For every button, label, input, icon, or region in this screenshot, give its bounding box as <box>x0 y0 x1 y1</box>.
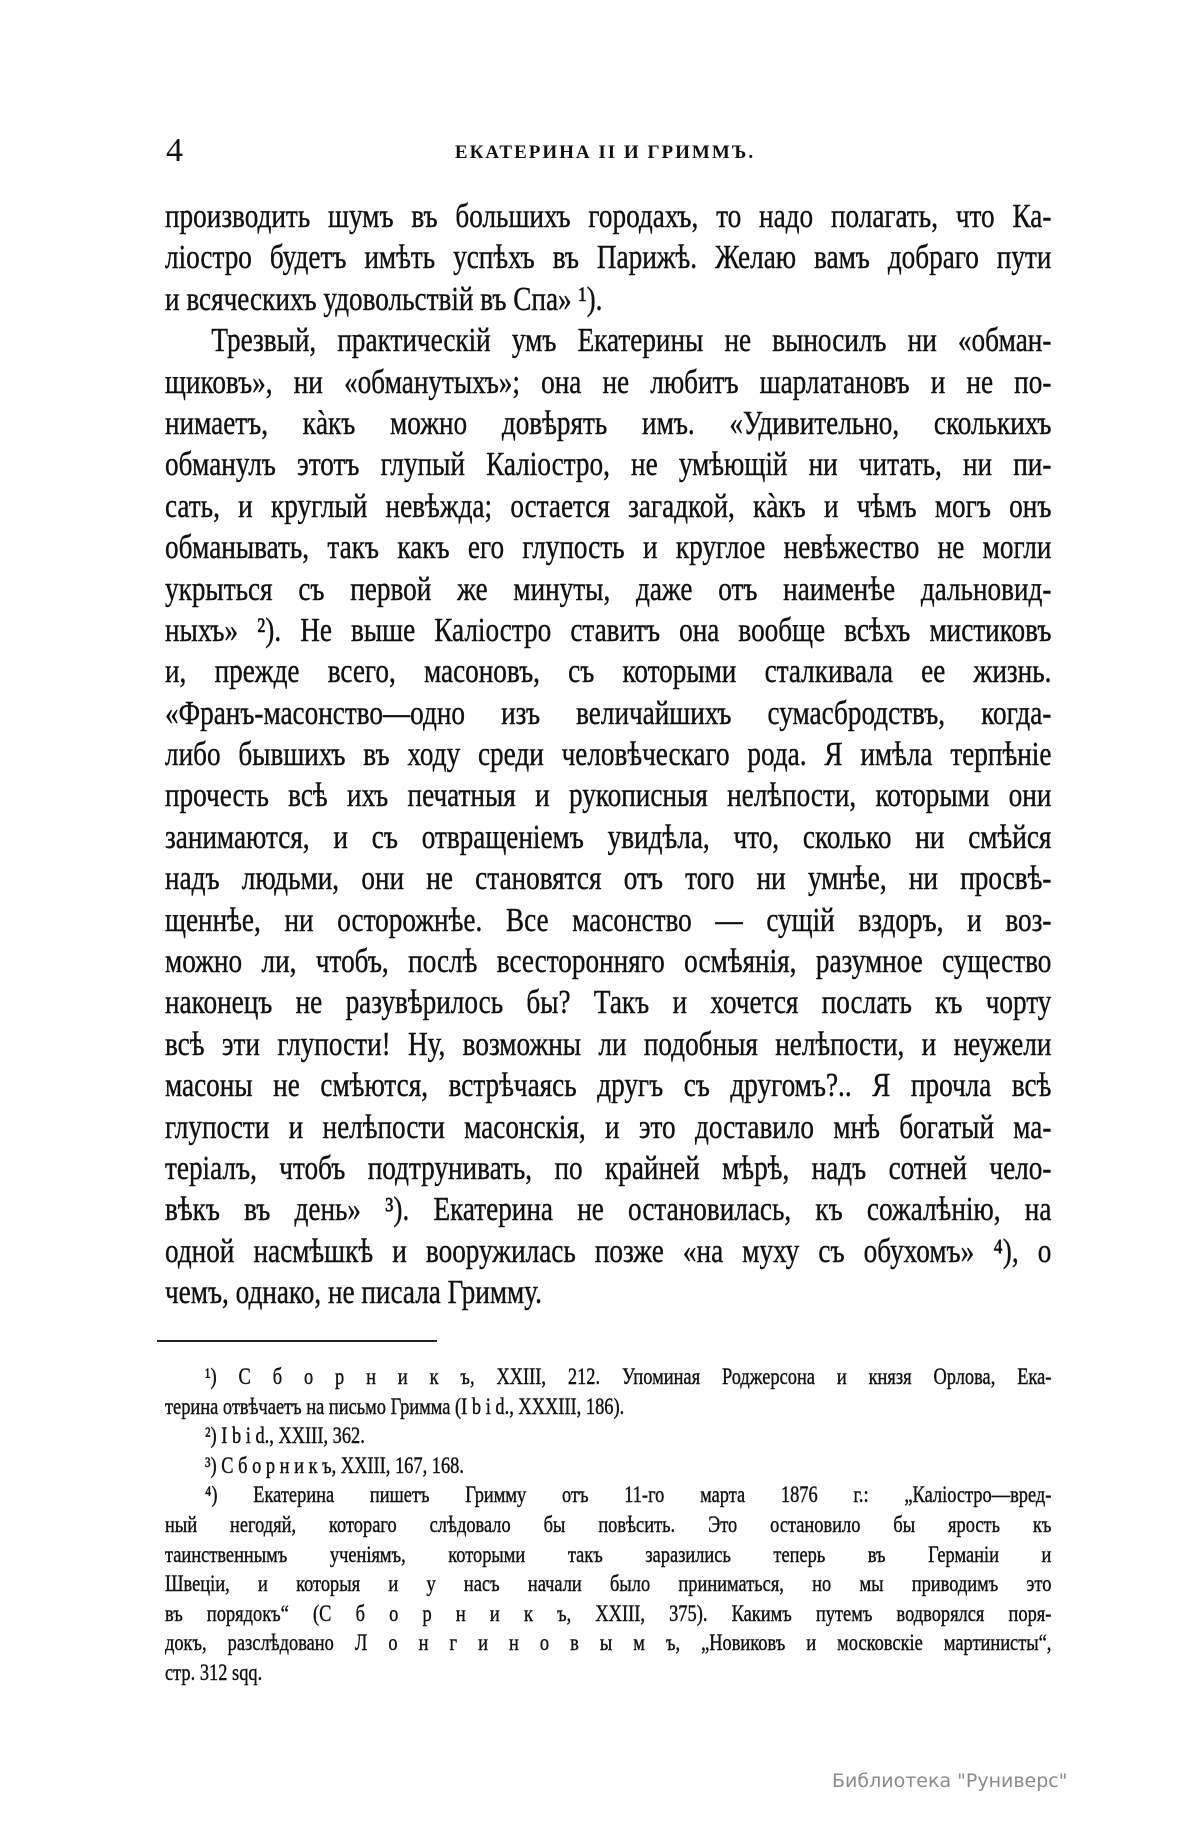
text-line: обманулъ этотъ глупый Каліостро, не умѣющій ни читать, ни пи- <box>165 446 1052 484</box>
text-line: укрыться съ первой же минуты, даже отъ наименѣе дальновид- <box>165 570 1052 608</box>
text-line: надъ людьми, они не становятся отъ того ни умнѣе, ни просвѣ- <box>165 860 1052 898</box>
footnote-line: ²) I b i d., XXIII, 362. <box>205 1423 365 1449</box>
text-line: глупости и нелѣпости масонскія, и это доставило мнѣ богатый ма- <box>165 1108 1052 1146</box>
text-line: щеннѣе, ни осторожнѣе. Все масонство — сущій вздоръ, и воз- <box>165 901 1052 939</box>
text-line: нимаетъ, кàкъ можно довѣрять имъ. «Удивительно, сколькихъ <box>165 404 1052 442</box>
text-line: либо бывшихъ въ ходу среди человѣческаго рода. Я имѣла терпѣніе <box>165 736 1052 774</box>
text-line: Трезвый, практическій умъ Екатерины не выносилъ ни «обман- <box>211 322 1052 360</box>
text-line: ліостро будетъ имѣть успѣхъ въ Парижѣ. Желаю вамъ добраго пути <box>165 239 1052 277</box>
footnotes <box>165 1362 1051 1688</box>
footnote-line: таинственнымъ ученіямъ, которыми такъ заразились теперь въ Германіи и <box>165 1541 1052 1567</box>
footnote-line: стр. 312 sqq. <box>165 1659 263 1685</box>
text-line: можно ли, чтобъ, послѣ всесторонняго осмѣянія, разумное существо <box>165 943 1052 981</box>
text-line: масоны не смѣются, встрѣчаясь другъ съ другомъ?.. Я прочла всѣ <box>165 1067 1052 1105</box>
footnote-line: Швеціи, и которыя и у насъ начали было приниматься, но мы приводимъ это <box>165 1571 1052 1597</box>
footnote-line: терина отвѣчаетъ на письмо Гримма (I b i d., XXXIII, 186). <box>165 1393 625 1419</box>
library-watermark: Библиотека "Руниверс" <box>832 1770 1068 1792</box>
text-line: всѣ эти глупости! Ну, возможны ли подобныя нелѣпости, и неужели <box>165 1025 1052 1063</box>
text-line: щиковъ», ни «обманутыхъ»; она не любитъ шарлатановъ и не по- <box>165 363 1052 401</box>
footnote-line: ный негодяй, котораго слѣдовало бы повѣсить. Это остановило бы ярость къ <box>165 1511 1052 1537</box>
text-line: прочесть всѣ ихъ печатныя и рукописныя нелѣпости, которыми они <box>165 777 1052 815</box>
footnote-divider <box>157 1340 437 1342</box>
text-line: и всяческихъ удовольствій въ Спа» ¹). <box>165 280 603 318</box>
text-line: одной насмѣшкѣ и вооружилась позже «на муху съ обухомъ» ⁴), о <box>165 1232 1052 1270</box>
page-number: 4 <box>166 132 183 169</box>
footnote-line: ¹) С б о р н и к ъ, XXIII, 212. Упоминая Роджерсона и князя Орлова, Ека- <box>205 1364 1052 1389</box>
footnote-line: ⁴) Екатерина пишетъ Гримму отъ 11-го марта 1876 г.: „Каліостро—вред- <box>205 1482 1052 1508</box>
text-line: и, прежде всего, масоновъ, съ которыми сталкивала ее жизнь. <box>165 653 1052 691</box>
text-line: ныхъ» ²). Не выше Каліостро ставитъ она вообще всѣхъ мистиковъ <box>165 611 1052 649</box>
footnote-line: докъ, разслѣдовано Л о н г и н о в ы м ъ, „Новиковъ и московскіе мартинисты“, <box>165 1630 1052 1656</box>
body-text <box>165 196 1051 1314</box>
text-line: наконецъ не разувѣрилось бы? Такъ и хочется послать къ чорту <box>165 984 1052 1022</box>
footnote-line: ³) С б о р н и к ъ, XXIII, 167, 168. <box>205 1452 464 1478</box>
running-title: ЕКАТЕРИНА II И ГРИММЪ. <box>454 142 756 163</box>
text-line: вѣкъ въ день» ³). Екатерина не остановилась, къ сожалѣнію, на <box>165 1191 1052 1229</box>
text-line: теріалъ, чтобъ подтрунивать, по крайней мѣрѣ, надъ сотней чело- <box>165 1149 1052 1187</box>
text-line: сать, и круглый невѣжда; остается загадкой, кàкъ и чѣмъ могъ онъ <box>165 487 1052 525</box>
text-line: чемъ, однако, не писала Гримму. <box>165 1274 542 1312</box>
text-line: производить шумъ въ большихъ городахъ, то надо полагать, что Ка- <box>165 198 1052 235</box>
text-line: обманывать, такъ какъ его глупость и круглое невѣжество не могли <box>165 529 1052 567</box>
text-line: занимаются, и съ отвращеніемъ увидѣла, что, сколько ни смѣйся <box>165 818 1052 856</box>
text-line: «Франъ-масонство—одно изъ величайшихъ сумасбродствъ, когда- <box>165 694 1052 732</box>
footnote-line: въ порядокъ“ (С б о р н и к ъ, XXIII, 375). Какимъ путемъ водворялся поря- <box>165 1600 1052 1626</box>
